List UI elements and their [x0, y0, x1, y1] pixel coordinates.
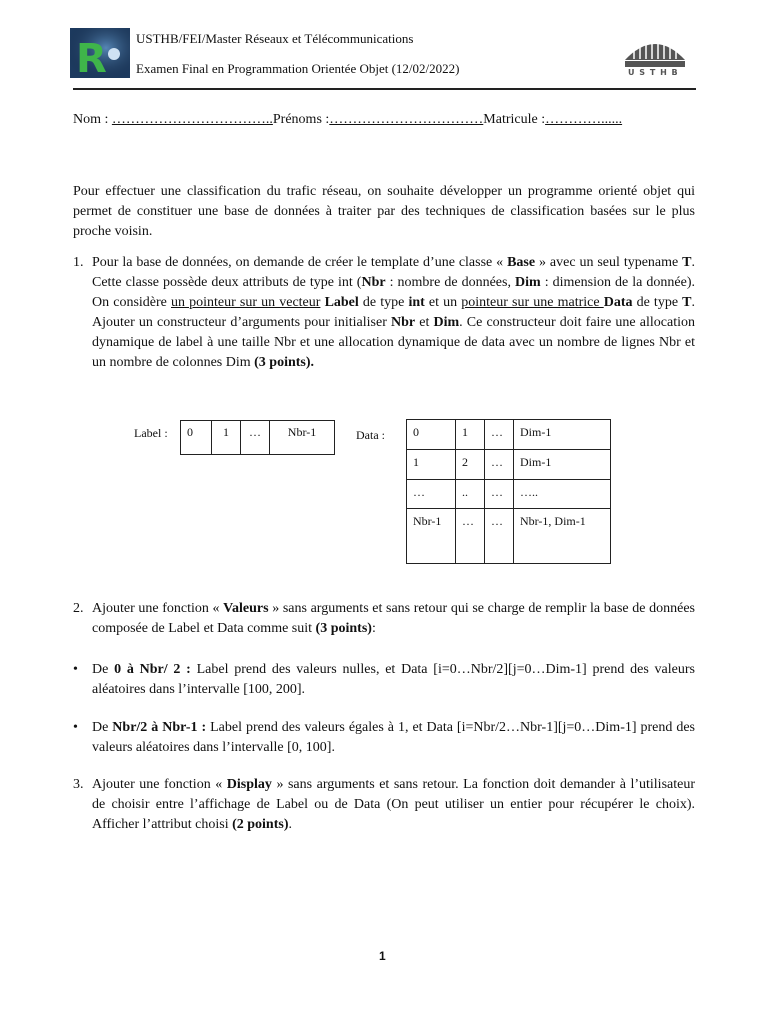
nom-blank[interactable]: …………………………….. — [111, 112, 273, 127]
question-3 — [73, 775, 695, 835]
bullet-text: De Nbr/2 à Nbr-1 : Label prend des valeurs égales à 1, et Data [i=Nbr/2…Nbr-1][j=0…Dim-1] prend des valeurs aléatoires dans l’intervalle [0, 100]. — [92, 720, 695, 755]
matricule-blank[interactable]: …………...... — [545, 112, 623, 127]
label-cell: 1 — [212, 421, 241, 455]
data-cell: 1 — [456, 420, 485, 450]
logo-right-text: U S T H B — [628, 68, 679, 77]
question-1-text: Pour la base de données, on demande de créer le template d’une classe « Base » avec un seul typename T. Cette classe possède deux attributs de type int (Nbr : nombre de données, Dim : dimension de la donnée). On considère un pointeur sur un vecteur Label de type int et un pointeur sur une matrice Data de type T. Ajouter un constructeur d’arguments pour initialiser Nbr et Dim. Ce constructeur doit faire une allocation dynamique de label à une taille Nbr et une allocation dynamique de data avec un nombre de lignes Nbr et un nombre de colonnes Dim (3 points). — [92, 255, 695, 370]
data-cell: Dim-1 — [514, 420, 611, 450]
question-number: 3. — [73, 777, 84, 792]
logo-icon — [70, 28, 130, 78]
question-number: 2. — [73, 601, 84, 616]
nom-label: Nom : — [73, 112, 112, 127]
bullet-icon: • — [73, 662, 78, 677]
bullet-item — [73, 718, 695, 758]
svg-text:R: R — [76, 36, 107, 78]
identity-line — [73, 112, 622, 128]
data-cell: Nbr-1, Dim-1 — [514, 509, 611, 564]
data-table — [406, 419, 611, 564]
label-table — [180, 420, 335, 455]
header-program: USTHB/FEI/Master Réseaux et Télécommunications — [136, 31, 414, 46]
data-cell: … — [407, 480, 456, 509]
data-cell: … — [456, 509, 485, 564]
bullet-item — [73, 660, 695, 700]
question-number: 1. — [73, 255, 84, 270]
data-cell: ….. — [514, 480, 611, 509]
data-caption: Data : — [356, 428, 385, 442]
data-cell: … — [485, 420, 514, 450]
intro-paragraph: Pour effectuer une classification du trafic réseau, on souhaite développer un programme orienté objet qui permet de constituer une base de données à traiter par des techniques de classification basées sur le plus proche voisin. — [73, 184, 695, 239]
question-2 — [73, 599, 695, 639]
label-caption: Label : — [134, 426, 168, 440]
university-logo-icon — [620, 28, 690, 78]
header-divider — [73, 88, 696, 90]
label-cell: Nbr-1 — [270, 421, 335, 455]
bullet-icon: • — [73, 720, 78, 735]
data-cell: Dim-1 — [514, 450, 611, 480]
prenoms-blank[interactable]: …………………………… — [329, 112, 484, 127]
question-2-text: Ajouter une fonction « Valeurs » sans arguments et sans retour qui se charge de remplir la base de données composée de Label et Data comme suit (3 points): — [92, 601, 695, 636]
page-number: 1 — [379, 949, 386, 963]
question-3-text: Ajouter une fonction « Display » sans arguments et sans retour. La fonction doit demander à l’utilisateur de choisir entre l’affichage de Label ou de Data (On peut utiliser un entier pour récupérer le choix). Afficher l’attribut choisi (2 points). — [92, 777, 695, 832]
question-1 — [73, 253, 695, 373]
data-cell: 1 — [407, 450, 456, 480]
bullet-text: De 0 à Nbr/ 2 : Label prend des valeurs nulles, et Data [i=0…Nbr/2][j=0…Dim-1] prend des valeurs aléatoires dans l’intervalle [100, 200]. — [92, 662, 695, 697]
data-cell: 0 — [407, 420, 456, 450]
data-cell: .. — [456, 480, 485, 509]
label-cell: … — [241, 421, 270, 455]
label-cell: 0 — [181, 421, 212, 455]
data-cell: 2 — [456, 450, 485, 480]
header-exam-title: Examen Final en Programmation Orientée Objet (12/02/2022) — [136, 61, 460, 76]
data-cell: … — [485, 480, 514, 509]
data-cell: Nbr-1 — [407, 509, 456, 564]
data-cell: … — [485, 509, 514, 564]
prenoms-label: Prénoms : — [272, 112, 330, 127]
data-cell: … — [485, 450, 514, 480]
matricule-label: Matricule : — [483, 112, 546, 127]
